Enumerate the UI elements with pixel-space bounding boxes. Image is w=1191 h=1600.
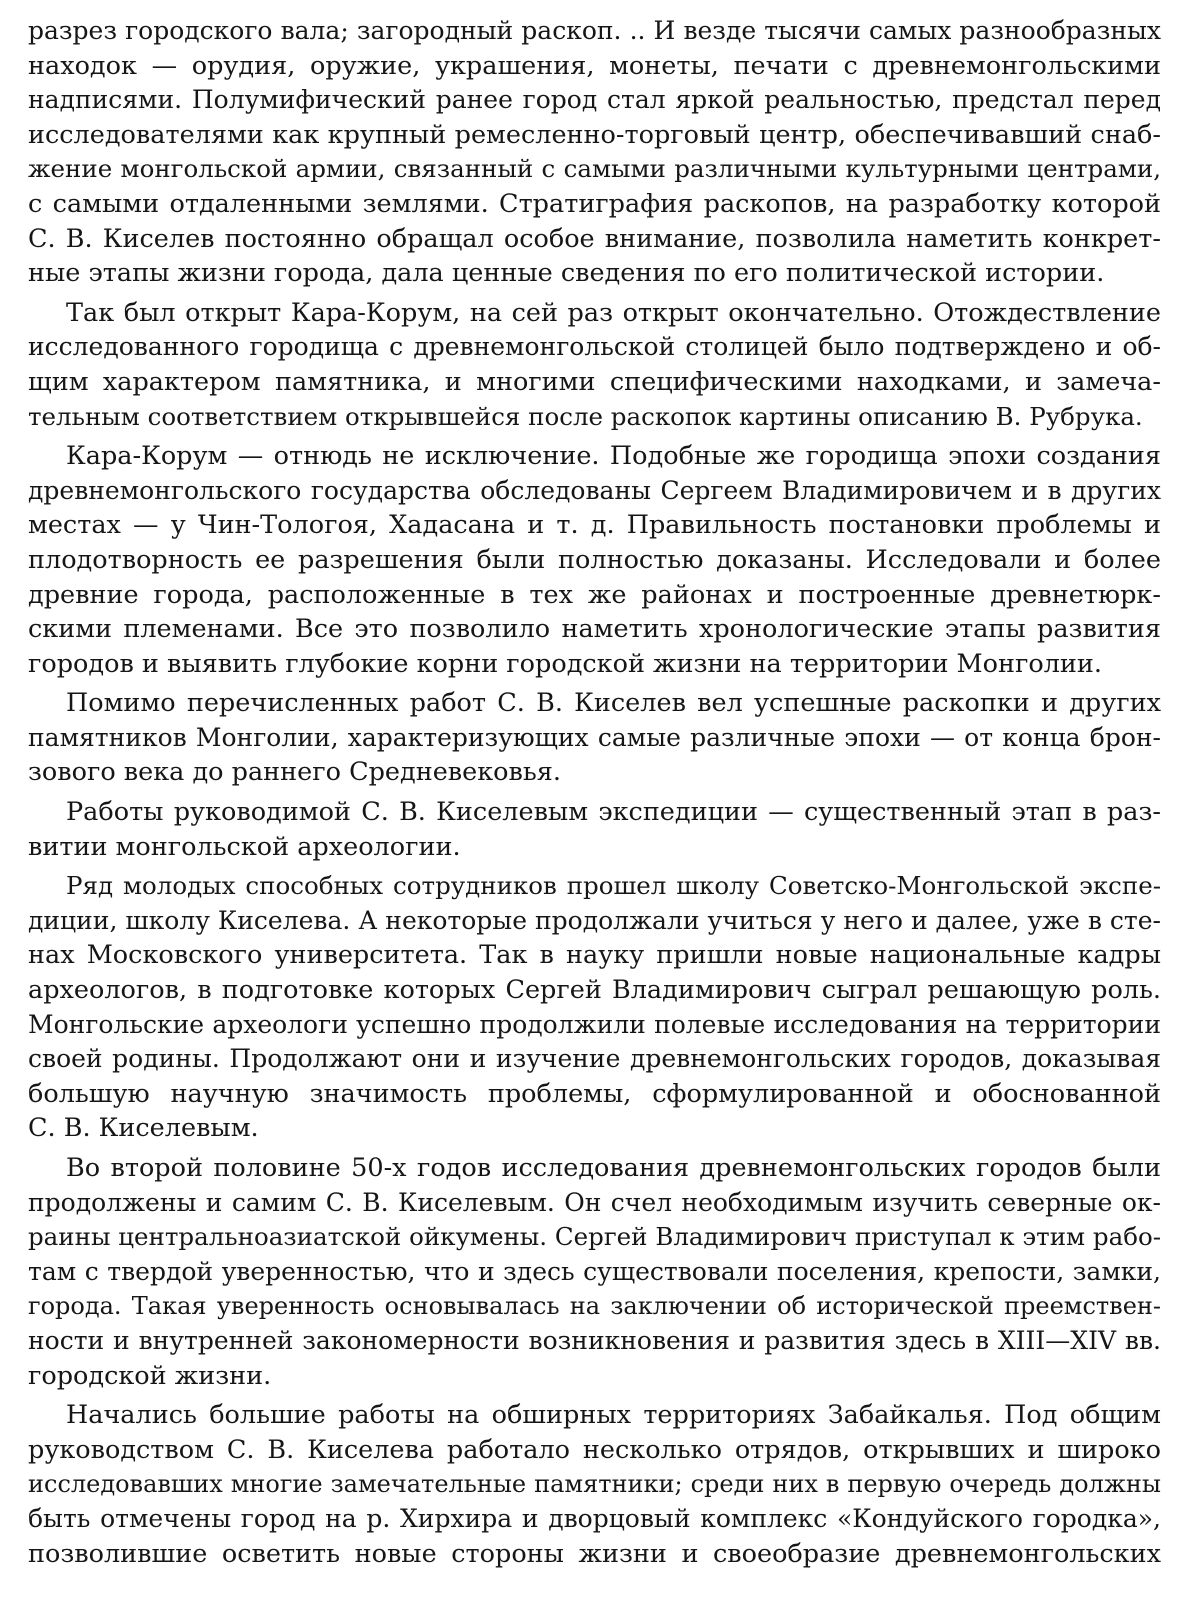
paragraph — [28, 439, 1161, 681]
text-line: городской жизни. — [28, 1360, 272, 1391]
text-line: исследованного городища с древнемонгольской столицей было подтверждено и об- — [28, 332, 1161, 362]
text-line: своей родины. Продолжают они и изучение древнемонгольских городов, доказывая — [28, 1044, 1161, 1074]
text-line: позволившие осветить новые стороны жизни и своеобразие древнемонгольских — [28, 1538, 1161, 1569]
text-line: щим характером памятника, и многими специфическими находками, и замеча- — [28, 366, 1161, 397]
text-line: находок — орудия, оружие, украшения, монеты, печати с древнемонгольскими — [28, 50, 1161, 81]
text-line: исследователями как крупный ремесленно-торговый центр, обеспечивавший снаб- — [28, 119, 1161, 150]
text-line: ности и внутренней закономерности возникновения и развития здесь в XIII—XIV вв. — [28, 1325, 1161, 1355]
text-line: разрез городского вала; загородный раскоп. .. И везде тысячи самых разнообразных — [28, 16, 1161, 45]
text-line: Во второй половине 50-х годов исследования древнемонгольских городов были — [66, 1153, 1161, 1183]
paragraph — [28, 14, 1161, 291]
paragraph — [28, 686, 1161, 790]
text-line: Монгольские археологи успешно продолжили полевые исследования на территории — [28, 1009, 1161, 1039]
paragraph — [28, 296, 1161, 434]
text-line: быть отмечены город на р. Хирхира и дворцовый комплекс «Кондуйского городка», — [28, 1503, 1161, 1533]
text-line: раины центральноазиатской ойкумены. Сергей Владимирович приступал к этим рабо- — [28, 1222, 1161, 1252]
text-line: плодотворность ее разрешения были полностью доказаны. Исследовали и более — [28, 544, 1161, 575]
text-line: города. Такая уверенность основывалась на заключении об исторической преемствен- — [28, 1292, 1161, 1321]
text-line: диции, школу Киселева. А некоторые продолжали учиться у него и далее, уже в сте- — [28, 905, 1161, 935]
text-line: витии монгольской археологии. — [28, 831, 461, 862]
text-line: руководством С. В. Киселева работало несколько отрядов, открывших и широко — [28, 1434, 1161, 1465]
text-line: зового века до раннего Средневековья. — [28, 757, 561, 788]
text-line: большую научную значимость проблемы, сформулированной и обоснованной — [28, 1078, 1161, 1109]
text-line: археологов, в подготовке которых Сергей Владимирович сыграл решающую роль. — [28, 975, 1161, 1006]
text-line: древнемонгольского государства обследованы Сергеем Владимировичем и в других — [28, 475, 1161, 505]
text-line: Помимо перечисленных работ С. В. Киселев вел успешные раскопки и других — [66, 688, 1161, 719]
text-line: С. В. Киселевым. — [28, 1113, 259, 1144]
text-line: местах — у Чин-Тологоя, Хадасана и т. д. Правильность постановки проблемы и — [28, 510, 1161, 541]
paragraph — [28, 869, 1161, 1146]
text-line: нах Московского университета. Так в науку пришли новые национальные кадры — [28, 940, 1161, 971]
text-line: там с твердой уверенностью, что и здесь существовали поселения, крепости, замки, — [28, 1256, 1161, 1286]
text-line: Начались большие работы на обширных территориях Забайкалья. Под общим — [66, 1400, 1161, 1431]
text-line: исследовавших многие замечательные памятники; среди них в первую очередь должны — [28, 1470, 1161, 1499]
text-line: С. В. Киселев постоянно обращал особое внимание, позволила наметить конкрет- — [28, 223, 1161, 254]
paragraph — [28, 1398, 1161, 1571]
paragraph — [28, 1151, 1161, 1393]
text-line: ные этапы жизни города, дала ценные сведения по его политической истории. — [28, 258, 1105, 289]
paragraph — [28, 795, 1161, 864]
text-line: древние города, расположенные в тех же районах и построенные древнетюрк- — [28, 579, 1161, 610]
text-line: Работы руководимой С. В. Киселевым экспедиции — существенный этап в раз- — [66, 797, 1161, 828]
text-line: скими племенами. Все это позволило наметить хронологические этапы развития — [28, 614, 1161, 645]
text-line: Кара-Корум — отнюдь не исключение. Подобные же городища эпохи создания — [66, 441, 1161, 472]
text-line: городов и выявить глубокие корни городской жизни на территории Монголии. — [28, 648, 1103, 679]
body-text — [28, 14, 1161, 1571]
text-line: продолжены и самим С. В. Киселевым. Он счел необходимым изучить северные ок- — [28, 1187, 1161, 1217]
text-line: тельным соответствием открывшейся после раскопок картины описанию В. Рубрука. — [28, 401, 1143, 431]
text-line: памятников Монголии, характеризующих самые различные эпохи — от конца брон- — [28, 722, 1161, 752]
text-line: Ряд молодых способных сотрудников прошел школу Советско-Монгольской экспе- — [66, 871, 1161, 901]
text-line: жение монгольской армии, связанный с самыми различными культурными центрами, — [28, 154, 1161, 184]
text-line: надписями. Полумифический ранее город стал яркой реальностью, предстал перед — [28, 85, 1161, 115]
text-line: Так был открыт Кара-Корум, на сей раз открыт окончательно. Отождествление — [66, 297, 1161, 328]
text-line: с самыми отдаленными землями. Стратиграфия раскопов, на разработку которой — [28, 188, 1161, 219]
